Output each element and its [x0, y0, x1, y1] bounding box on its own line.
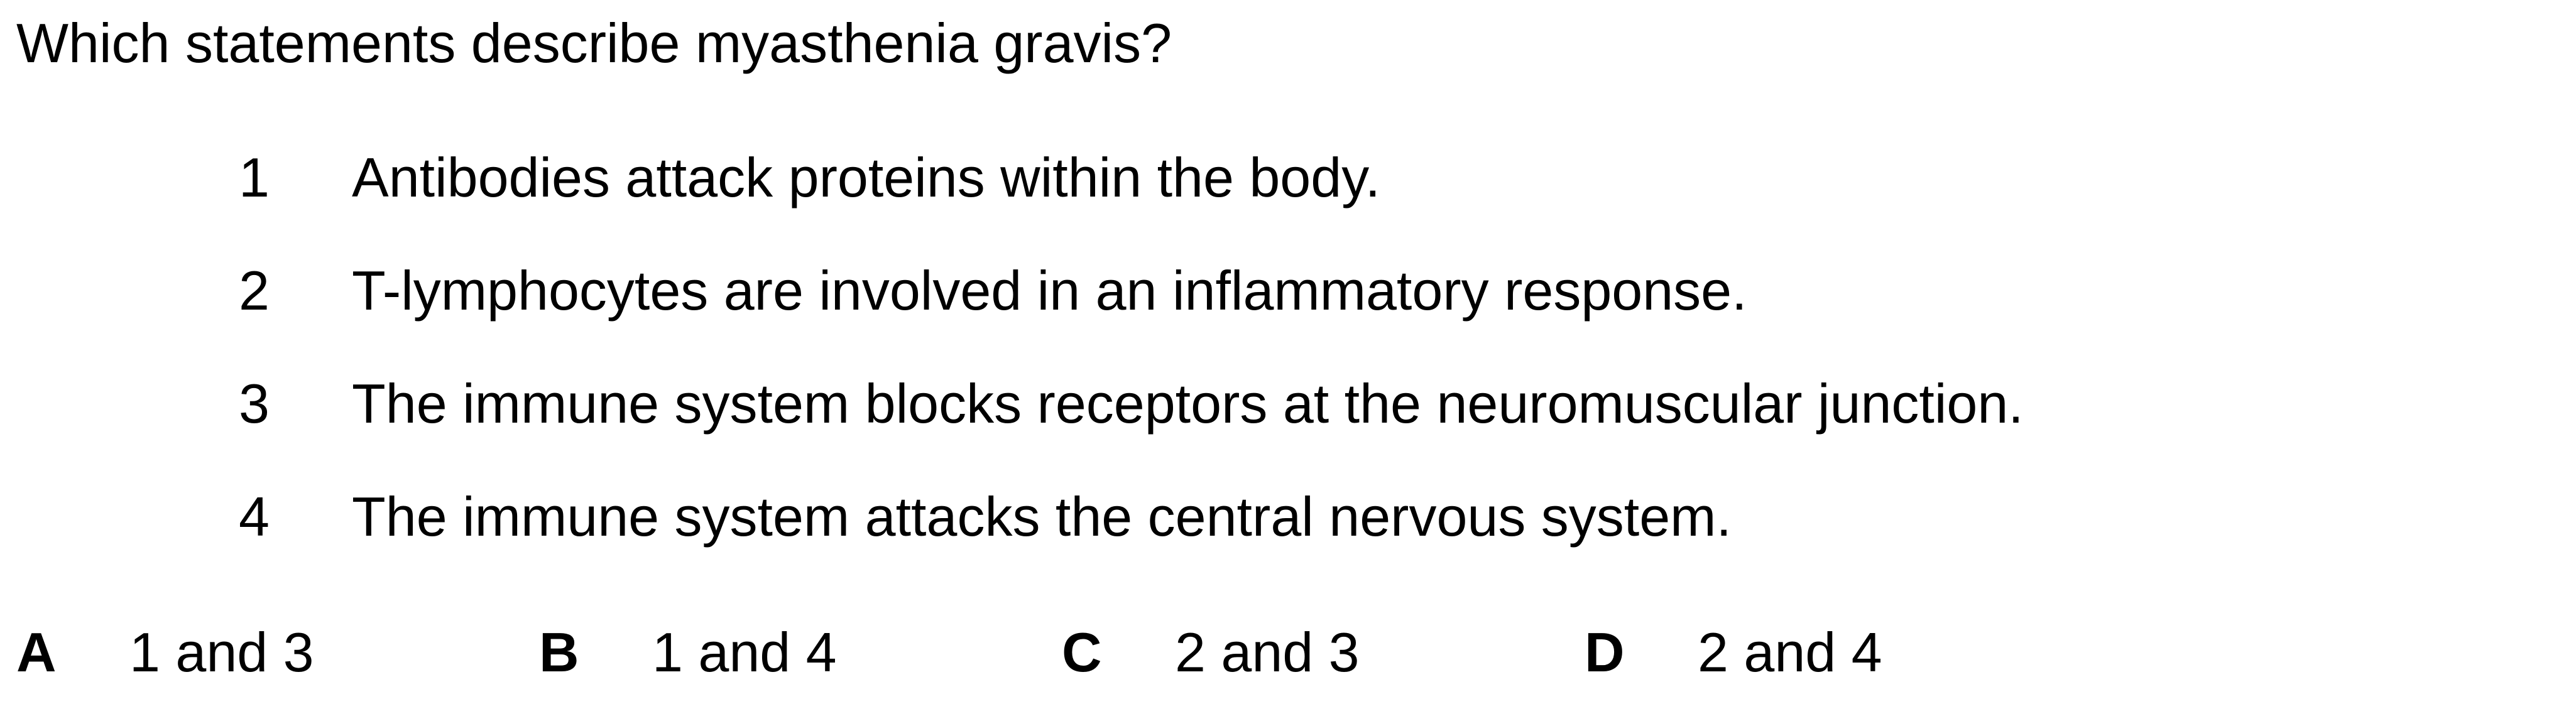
statement-number: 2 [239, 259, 270, 322]
option-letter: B [539, 621, 579, 683]
option-text: 1 and 3 [129, 621, 314, 683]
option-letter: A [16, 621, 57, 683]
option-letter: D [1585, 621, 1625, 683]
question-text: Which statements describe myasthenia gravis? [16, 12, 1172, 74]
option-text: 2 and 3 [1175, 621, 1360, 683]
statement-text: The immune system blocks receptors at the neuromuscular junction. [352, 372, 2024, 435]
statement-number: 3 [239, 372, 270, 435]
option-text: 1 and 4 [652, 621, 837, 683]
statement-text: T-lymphocytes are involved in an inflammatory response. [352, 259, 1747, 322]
statement-number: 4 [239, 485, 270, 548]
statement-text: Antibodies attack proteins within the body. [352, 146, 1381, 208]
statement-number: 1 [239, 146, 270, 208]
statement-text: The immune system attacks the central nervous system. [352, 485, 1732, 548]
option-text: 2 and 4 [1698, 621, 1882, 683]
answer-options [0, 618, 2576, 687]
option-letter: C [1062, 621, 1102, 683]
